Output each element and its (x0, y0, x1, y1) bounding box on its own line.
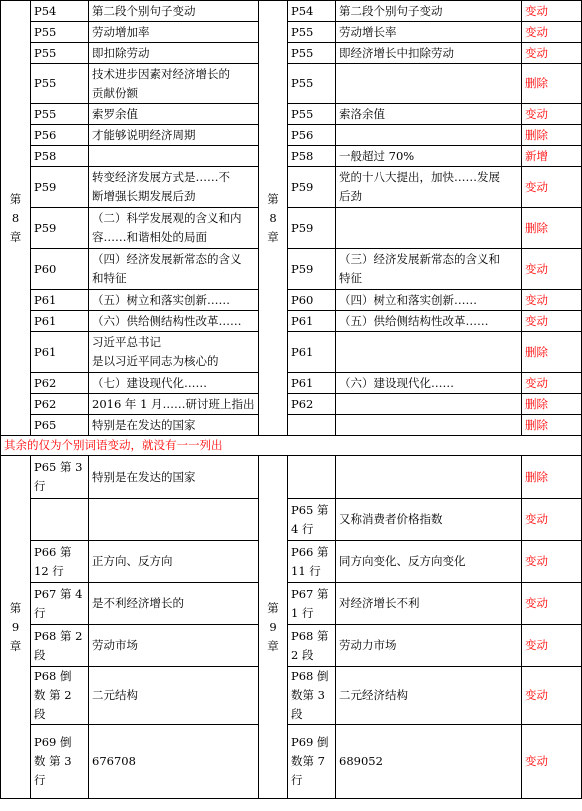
table-row (1, 373, 582, 394)
new-text-cell (336, 373, 522, 394)
remaining-changes-note: 其余的仅为个别词语变动，就没有一一列出 (1, 436, 582, 456)
old-text-cell (89, 415, 259, 436)
old-text-line: 转变经济发展方式是……不 (92, 170, 230, 184)
old-text-line: （五）树立和落实创新…… (92, 292, 230, 307)
new-page-line: P69 倒 (291, 735, 329, 749)
old-text-line: 和特征 (92, 271, 127, 285)
new-text-cell (336, 146, 522, 167)
table-row (1, 456, 582, 499)
change-status-cell: 变动 (522, 43, 582, 64)
change-status-cell: 变动 (522, 541, 582, 583)
old-page-line: 行 (34, 773, 46, 787)
old-page-cell: P55 (31, 64, 89, 104)
change-status-cell: 变动 (522, 373, 582, 394)
change-status-cell: 变动 (522, 499, 582, 541)
old-text-cell (89, 249, 259, 290)
new-text-line: 二元经济结构 (339, 688, 408, 702)
old-text-cell (89, 625, 259, 667)
old-text-line: 容……和谐相处的局面 (92, 230, 207, 244)
new-page-cell: P59 (288, 249, 336, 290)
table-row (1, 208, 582, 249)
old-page-line: P68 倒 (34, 669, 72, 683)
old-text-cell (89, 583, 259, 625)
new-text-cell (336, 167, 522, 208)
note-row (1, 436, 582, 456)
new-text-cell (336, 667, 522, 725)
chapter-label-char: 章 (9, 638, 22, 653)
old-page-line: 12 行 (34, 563, 64, 578)
table-row (1, 311, 582, 332)
old-text-line: 676708 (92, 754, 136, 768)
chapter-label-char: 8 (269, 210, 277, 225)
new-page-cell (288, 415, 336, 436)
old-text-line: 习近平总书记 (92, 335, 161, 349)
new-page-cell: P59 (288, 208, 336, 249)
new-text-line: 对经济增长不利 (339, 596, 420, 610)
new-page-cell: P62 (288, 394, 336, 415)
old-page-cell: P59 (31, 208, 89, 249)
chapter-8-left-label (1, 1, 31, 436)
change-status-cell: 变动 (522, 725, 582, 799)
change-status-cell: 删除 (522, 394, 582, 415)
new-text-cell (336, 311, 522, 332)
old-page-line: P66 第 (34, 544, 72, 559)
new-page-line: P66 第 (291, 544, 329, 559)
old-page-line: P67 第 4 (34, 586, 83, 601)
new-text-cell (336, 64, 522, 104)
old-page-cell: P61 (31, 311, 89, 332)
new-page-cell: P61 (288, 332, 336, 373)
new-page-cell: P56 (288, 125, 336, 146)
new-page-line: P65 第 (291, 502, 329, 517)
old-text-cell (89, 208, 259, 249)
table-row (1, 125, 582, 146)
new-page-cell: P58 (288, 146, 336, 167)
table-row (1, 290, 582, 311)
new-text-line: （四）树立和落实创新…… (339, 292, 477, 307)
change-status-cell: 删除 (522, 208, 582, 249)
new-page-cell: P59 (288, 167, 336, 208)
new-page-cell (288, 456, 336, 499)
old-page-cell (31, 583, 89, 625)
new-text-line: 同方向变化、反方向变化 (339, 554, 466, 568)
new-page-cell: P55 (288, 22, 336, 43)
old-text-cell (89, 167, 259, 208)
old-text-cell (89, 456, 259, 499)
new-page-cell: P61 (288, 311, 336, 332)
table-row (1, 146, 582, 167)
old-page-cell: P59 (31, 167, 89, 208)
new-text-cell (336, 541, 522, 583)
new-text-cell (336, 208, 522, 249)
new-text-cell (336, 625, 522, 667)
new-page-line: 行 (291, 773, 303, 787)
table-row (1, 332, 582, 373)
new-text-cell (336, 583, 522, 625)
new-page-line: 段 (291, 707, 303, 721)
old-page-line: P68 第 2 (34, 628, 83, 643)
old-page-cell: P55 (31, 22, 89, 43)
new-page-cell: P55 (288, 104, 336, 125)
change-status-cell: 变动 (522, 22, 582, 43)
old-text-line: 劳动市场 (92, 638, 138, 652)
change-status-cell: 删除 (522, 332, 582, 373)
old-page-cell: P61 (31, 290, 89, 311)
table-row (1, 104, 582, 125)
old-page-cell: P61 (31, 332, 89, 373)
new-page-line: P68 倒 (291, 669, 329, 683)
table-row (1, 667, 582, 725)
old-text-cell (89, 394, 259, 415)
old-text-line: （七）建设现代化…… (92, 375, 207, 390)
old-text-cell (89, 667, 259, 725)
new-page-cell: P54 (288, 1, 336, 22)
change-status-cell: 变动 (522, 104, 582, 125)
new-text-cell (336, 1, 522, 22)
old-text-line: 二元结构 (92, 688, 138, 702)
new-text-line: 索洛余值 (339, 106, 385, 121)
old-page-line: 行 (34, 479, 46, 493)
new-text-line: 689052 (339, 754, 383, 768)
change-status-cell: 变动 (522, 667, 582, 725)
change-status-cell: 删除 (522, 415, 582, 436)
old-text-line: （二）科学发展观的含义和内 (92, 211, 242, 225)
old-page-cell: P62 (31, 373, 89, 394)
chapter-label-char: 9 (11, 619, 20, 634)
new-text-cell (336, 499, 522, 541)
new-text-cell (336, 332, 522, 373)
new-text-line: 党的十八大提出，加快……发展 (339, 170, 500, 184)
table-row (1, 583, 582, 625)
change-status-cell: 删除 (522, 125, 582, 146)
new-text-line: 又称消费者价格指数 (339, 512, 443, 526)
new-text-line: 一般超过 70% (339, 148, 415, 163)
new-text-line: 后劲 (339, 189, 362, 203)
old-text-line: 特别是在发达的国家 (92, 417, 196, 432)
table-row (1, 1, 582, 22)
chapter-label-char: 9 (269, 619, 277, 634)
new-page-cell (288, 499, 336, 541)
old-page-line: 段 (34, 707, 46, 721)
chapter-9-left-label (1, 456, 31, 799)
old-text-line: （四）经济发展新常态的含义 (92, 252, 242, 266)
old-page-line: 数 第 3 (34, 754, 72, 768)
new-page-cell: P61 (288, 373, 336, 394)
old-text-line: （六）供给侧结构性改革…… (92, 313, 242, 328)
table-row (1, 541, 582, 583)
change-status-cell: 变动 (522, 167, 582, 208)
new-text-cell (336, 43, 522, 64)
old-text-cell (89, 125, 259, 146)
old-text-line: 贡献份额 (92, 85, 138, 100)
new-text-line: 劳动增长率 (339, 24, 397, 39)
new-page-line: 4 行 (291, 521, 314, 536)
old-page-cell: P55 (31, 104, 89, 125)
new-text-cell (336, 415, 522, 436)
old-text-line: 才能够说明经济周期 (92, 127, 196, 142)
old-text-cell (89, 541, 259, 583)
new-text-cell (336, 394, 522, 415)
new-text-cell (336, 290, 522, 311)
new-page-line: 数第 3 (291, 688, 325, 702)
old-page-cell (31, 456, 89, 499)
new-text-line: （六）建设现代化…… (339, 375, 454, 390)
chapter-label-char: 章 (267, 638, 279, 653)
chapter-label-char: 第 (267, 600, 279, 615)
old-text-line: 索罗余值 (92, 106, 138, 121)
new-page-cell (288, 667, 336, 725)
table-row (1, 64, 582, 104)
new-text-line: 即经济增长中扣除劳动 (339, 45, 454, 60)
new-page-cell: P55 (288, 64, 336, 104)
chapter-9-table (0, 455, 582, 799)
old-text-line: 2016 年 1 月……研讨班上指出 (92, 396, 255, 411)
chapter-label-char: 8 (11, 210, 20, 225)
change-status-cell: 删除 (522, 64, 582, 104)
old-page-cell (31, 499, 89, 541)
change-status-cell: 变动 (522, 311, 582, 332)
new-text-line: 特征 (339, 271, 362, 285)
table-row (1, 22, 582, 43)
chapter-9-right-label (259, 456, 288, 799)
chapter-label-char: 第 (9, 600, 22, 615)
chapter-label-char: 章 (9, 229, 22, 244)
new-text-cell (336, 456, 522, 499)
old-text-line: 正方向、反方向 (92, 554, 173, 568)
new-text-line: （五）供给侧结构性改革…… (339, 313, 489, 328)
new-page-line: 数第 7 (291, 754, 325, 768)
old-page-line: P65 第 3 (34, 460, 83, 474)
new-page-cell (288, 725, 336, 799)
new-page-cell (288, 583, 336, 625)
old-page-cell: P55 (31, 43, 89, 64)
change-status-cell: 变动 (522, 249, 582, 290)
old-text-line: 特别是在发达的国家 (92, 469, 196, 484)
new-page-cell: P60 (288, 290, 336, 311)
table-row (1, 625, 582, 667)
change-status-cell: 变动 (522, 1, 582, 22)
new-text-cell (336, 125, 522, 146)
new-text-line: 劳动力市场 (339, 638, 397, 652)
table-row (1, 43, 582, 64)
table-row (1, 394, 582, 415)
old-text-cell (89, 146, 259, 167)
old-page-cell: P56 (31, 125, 89, 146)
old-page-line: P69 倒 (34, 735, 72, 749)
old-page-cell: P58 (31, 146, 89, 167)
old-page-cell: P62 (31, 394, 89, 415)
new-text-cell (336, 725, 522, 799)
table-row (1, 249, 582, 290)
old-page-line: 段 (34, 647, 46, 662)
old-text-line: 即扣除劳动 (92, 45, 150, 60)
new-text-line: （三）经济发展新常态的含义和 (339, 252, 500, 266)
new-page-line: 11 行 (291, 563, 321, 578)
new-page-line: P68 第 (291, 628, 329, 643)
chapter-label-char: 第 (9, 191, 22, 206)
old-text-cell (89, 290, 259, 311)
new-page-line: 2 段 (291, 647, 314, 662)
old-page-cell (31, 541, 89, 583)
new-page-line: P67 第 (291, 586, 329, 601)
new-text-line: 第二段个别句子变动 (339, 3, 443, 18)
chapter-label-char: 第 (267, 191, 279, 206)
old-text-cell (89, 499, 259, 541)
change-status-cell: 变动 (522, 625, 582, 667)
old-text-cell (89, 22, 259, 43)
old-text-line: 劳动增加率 (92, 24, 150, 39)
old-text-cell (89, 104, 259, 125)
old-text-cell (89, 725, 259, 799)
old-text-line: 第二段个别句子变动 (92, 3, 196, 18)
old-text-cell (89, 1, 259, 22)
new-text-cell (336, 249, 522, 290)
old-page-cell: P65 (31, 415, 89, 436)
chapter-label-char: 章 (267, 229, 279, 244)
old-text-line: 断增强长期发展后劲 (92, 189, 196, 203)
old-text-cell (89, 311, 259, 332)
old-text-line: 技术进步因素对经济增长的 (92, 66, 230, 81)
old-text-cell (89, 373, 259, 394)
new-page-cell (288, 541, 336, 583)
old-page-cell (31, 667, 89, 725)
old-page-cell: P54 (31, 1, 89, 22)
old-page-line: 数 第 2 (34, 688, 72, 702)
table-row (1, 167, 582, 208)
old-text-cell (89, 64, 259, 104)
change-status-cell: 变动 (522, 290, 582, 311)
old-page-line: 行 (34, 605, 46, 620)
table-row (1, 725, 582, 799)
change-status-cell: 删除 (522, 456, 582, 499)
old-text-line: 是以习近平同志为核心的 (92, 354, 219, 368)
old-page-cell: P60 (31, 249, 89, 290)
old-text-cell (89, 332, 259, 373)
new-page-cell: P55 (288, 43, 336, 64)
old-page-cell (31, 625, 89, 667)
chapter-8-right-label (259, 1, 288, 436)
new-text-cell (336, 104, 522, 125)
new-page-cell (288, 625, 336, 667)
change-status-cell: 新增 (522, 146, 582, 167)
new-page-line: 1 行 (291, 605, 314, 620)
old-page-cell (31, 725, 89, 799)
old-text-cell (89, 43, 259, 64)
old-text-line: 是不利经济增长的 (92, 596, 184, 610)
new-text-cell (336, 22, 522, 43)
table-row (1, 415, 582, 436)
table-row (1, 499, 582, 541)
change-status-cell: 变动 (522, 583, 582, 625)
